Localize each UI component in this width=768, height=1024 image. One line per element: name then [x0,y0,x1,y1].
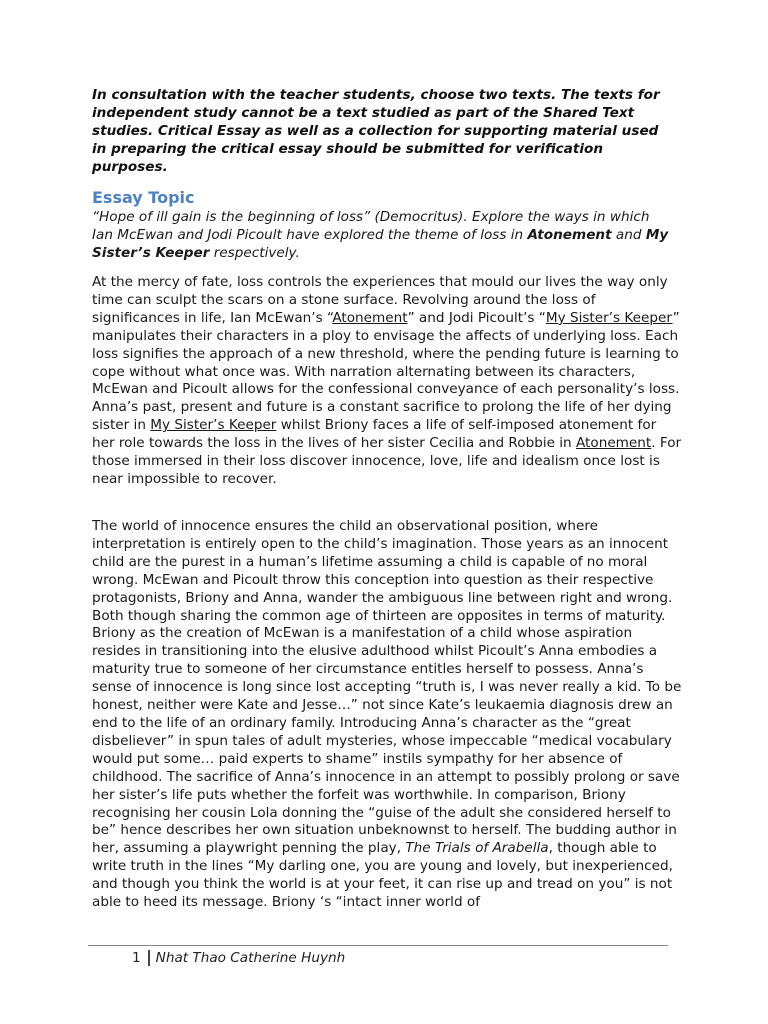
topic-and: and [615,227,642,243]
essay-topic-prompt [92,208,672,262]
essay-topic-heading: Essay Topic [92,188,195,207]
p1-text: ” manipulates their characters in a ploy to envisage the affects of underlying loss. Each loss signifies the approach of a new threshold, where the pending future is learning to cope without what once was. With narration alternating between its characters, McEwan and Picoult allows for the confessional conveyance of each personality’s loss. Anna’s past, present and future is a constant sacrifice to prolong the life of her dying sister in [92,309,680,434]
p2-text: The world of innocence ensures the child an observational position, where interpretation is entirely open to the child’s imagination. Those years as an innocent child are the purest in a human’s lifetime assuming a child is capable of no moral wrong. McEwan and Picoult throw this conception into question as their respective protagonists, Briony and Anna, wander the ambiguous line between right and wrong. Both though sharing the common age of thirteen are opposites in terms of maturity. Briony as the creation of McEwan is a manifestation of a child whose aspiration resides in transitioning into the elusive adulthood whilst Picoult’s Anna embodies a maturity true to someone of her circumstance entitles herself to possess. Anna’s sense of innocence is long since lost accepting “truth is, I was never really a kid. To be honest, neither were Kate and Jesse…” not since Kate’s leukaemia diagnosis drew an end to the life of an ordinary family. Introducing Anna’s character as the “great disbeliever” in spun tales of adult mysteries, whose impeccable “medical vocabulary would put some… paid experts to shame” instils sympathy for her absence of childhood. The sacrifice of Anna’s innocence in an attempt to possibly prolong or save her sister’s life puts whether the forfeit was worthwhile. In comparison, Briony recognising her cousin Lola donning the “guise of the adult she considered herself to be” hence describes her own situation unbeknownst to herself. The budding author in her, assuming a playwright penning the play, [92,518,682,857]
book-title-link: Atonement [576,435,652,452]
author-name: Nhat Thao Catherine Huynh [155,950,346,966]
topic-quote: “Hope of ill gain is the beginning of loss” (Democritus). Explore the ways in which Ian McEwan and Jodi Picoult have explored the theme of loss in [92,209,650,243]
p1-text: whilst Briony faces a life of self-imposed atonement for her role towards the loss in the lives of her sister Cecilia and Robbie in [92,417,657,452]
p1-text: At the mercy of fate, loss controls the experiences that mould our lives the way only time can sculpt the scars on a stone surface. Revolving around the loss of significances in life, Ian McEwan’s “ [92,274,668,326]
page-number: 1 [132,950,141,966]
intro-instructions: In consultation with the teacher students, choose two texts. The texts for independent study cannot be a text studied as part of the Shared Text studies. Critical Essay as well as a collection for supporting material used in preparing the critical essay should be submitted for verification purposes. [92,87,660,175]
paragraph-2 [92,518,682,912]
p1-text: ” and Jodi Picoult’s “ [407,309,546,326]
topic-respectively: respectively. [213,245,300,261]
footer-divider [88,945,668,946]
page-footer [132,948,345,968]
paragraph-1 [92,274,682,489]
topic-title-atonement: Atonement [527,227,612,243]
play-title: The Trials of Arabella [405,840,549,857]
p1-text: . For those immersed in their loss discover innocence, love, life and idealism once lost is near impossible to recover. [92,435,682,487]
footer-separator [148,950,150,966]
p2-text: , though able to write truth in the lines “My darling one, you are young and lovely, but inexperienced, and though you think the world is at your feet, it can rise up and tread on you” is not able to heed its message. Briony ‘s “intact inner world of [92,840,673,911]
topic-title-my-sisters-keeper: My Sister’s Keeper [92,227,669,261]
book-title-link: Atonement [332,309,408,326]
book-title-link: My Sister’s Keeper [545,309,673,326]
book-title-link: My Sister’s Keeper [150,417,277,434]
